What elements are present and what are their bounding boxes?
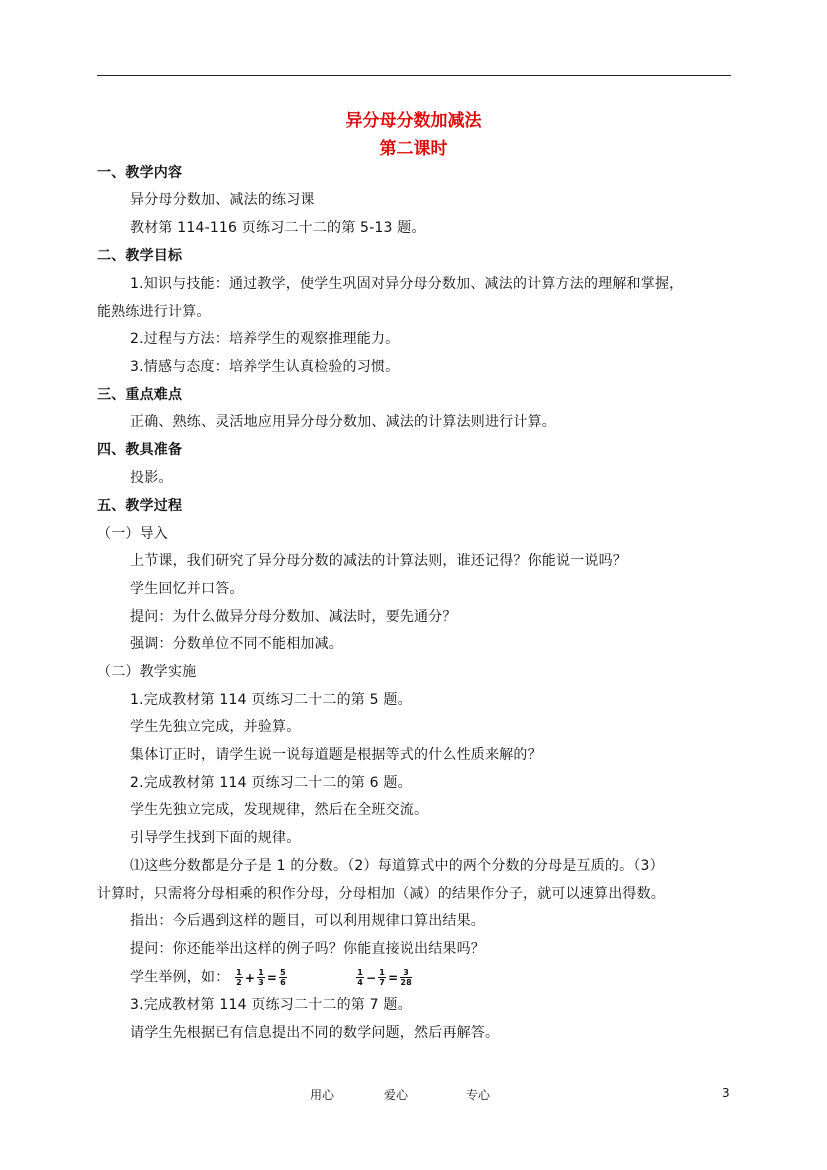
- subsection-label: （一）导入: [97, 526, 168, 542]
- section-heading: 一、教学内容: [97, 165, 183, 181]
- body-line: 指出：今后遇到这样的题目，可以利用规律口算出结果。: [130, 913, 485, 929]
- section-heading: 四、教具准备: [97, 442, 183, 458]
- footer-middle: 爱心: [384, 1088, 409, 1102]
- body-line: 提问：你还能举出这样的例子吗？你能直接说出结果吗？: [130, 941, 485, 957]
- body-line: 强调：分数单位不同不能相加减。: [130, 636, 343, 652]
- page-number: 3: [722, 1086, 730, 1100]
- section-heading: 二、教学目标: [97, 248, 183, 264]
- body-line: 投影。: [130, 470, 173, 486]
- fraction-example-1: $\frac{1}{2}$ + $\frac{1}{3}$ = $\frac{5}{6}$: [236, 968, 286, 987]
- body-line: 3.情感与态度：培养学生认真检验的习惯。: [130, 359, 400, 375]
- body-line: 学生回忆并口答。: [130, 581, 244, 597]
- page-title: 异分母分数加减法: [345, 111, 482, 131]
- body-line: 请学生先根据已有信息提出不同的数学问题，然后再解答。: [130, 1025, 500, 1041]
- subsection-label: （二）教学实施: [97, 664, 197, 680]
- body-line: 计算时，只需将分母相乘的积作分母，分母相加（减）的结果作分子，就可以速算出得数。: [97, 886, 665, 902]
- fraction-example-2: $\frac{1}{4}$ − $\frac{1}{7}$ = $\frac{3}{28}$: [357, 968, 412, 987]
- body-line: 上节课，我们研究了异分母分数的减法的计算法则，谁还记得？你能说一说吗？: [130, 553, 627, 569]
- body-line: 2.完成教材第 114 页练习二十二的第 6 题。: [130, 775, 412, 791]
- body-line: ⑴这些分数都是分子是 1 的分数。（2）每道算式中的两个分数的分母是互质的。（3）: [130, 858, 664, 874]
- example-intro: 学生举例，如：: [130, 969, 230, 986]
- body-line: 2.过程与方法：培养学生的观察推理能力。: [130, 331, 400, 347]
- section-heading: 三、重点难点: [97, 387, 183, 403]
- body-line: 1.完成教材第 114 页练习二十二的第 5 题。: [130, 692, 412, 708]
- body-line: 3.完成教材第 114 页练习二十二的第 7 题。: [130, 997, 412, 1013]
- body-line: 正确、熟练、灵活地应用异分母分数加、减法的计算法则进行计算。: [130, 414, 556, 430]
- example-line: [130, 968, 413, 987]
- body-line: 学生先独立完成，发现规律，然后在全班交流。: [130, 802, 429, 818]
- body-line: 提问：为什么做异分母分数加、减法时，要先通分？: [130, 609, 457, 625]
- footer-left: 用心: [310, 1088, 335, 1102]
- body-line: 教材第 114-116 页练习二十二的第 5-13 题。: [130, 220, 426, 236]
- header-rule: [97, 75, 731, 76]
- body-line: 集体订正时，请学生说一说每道题是根据等式的什么性质来解的？: [130, 747, 542, 763]
- page-subtitle: 第二课时: [379, 139, 448, 159]
- body-line: 异分母分数加、减法的练习课: [130, 192, 315, 208]
- section-heading: 五、教学过程: [97, 498, 183, 514]
- body-line: 学生先独立完成，并验算。: [130, 719, 301, 735]
- footer-right: 专心: [466, 1088, 491, 1102]
- body-line: 1.知识与技能：通过教学，使学生巩固对异分母分数加、减法的计算方法的理解和掌握，: [130, 276, 684, 292]
- body-line: 能熟练进行计算。: [97, 304, 211, 320]
- body-line: 引导学生找到下面的规律。: [130, 830, 301, 846]
